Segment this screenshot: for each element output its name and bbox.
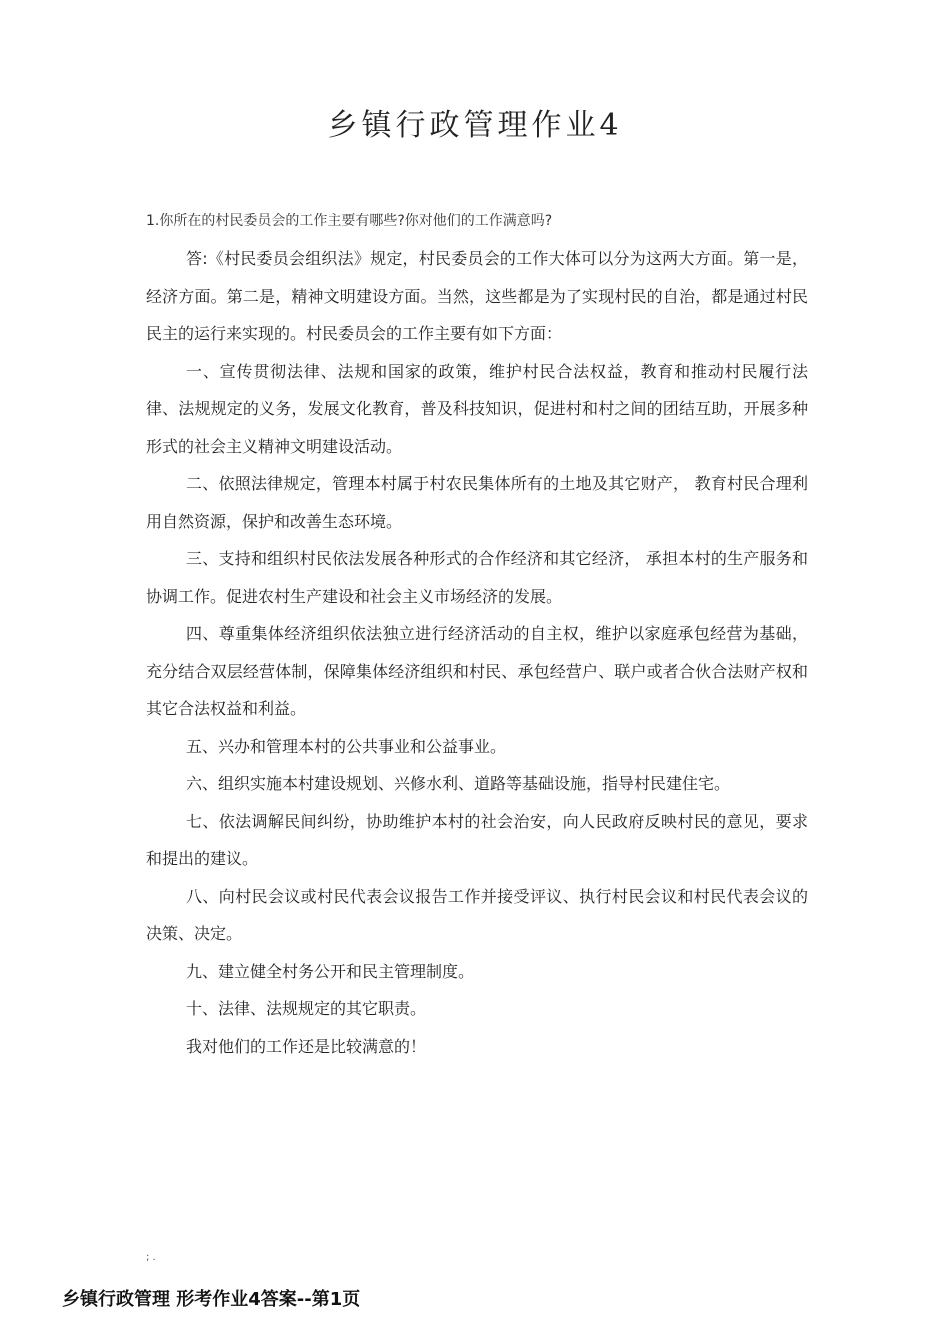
answer-paragraph-intro: 答:《村民委员会组织法》规定，村民委员会的工作大体可以分为这两大方面。第一是，经济方面。第二是，精神文明建设方面。当然，这些都是为了实现村民的自治，都是通过村民民主的运行来实现的。村民委员会的工作主要有如下方面： [146, 249, 808, 343]
question-text: 1.你所在的村民委员会的工作主要有哪些?你对他们的工作满意吗? [146, 213, 553, 229]
document-title: 乡镇行政管理作业4 [327, 108, 623, 143]
answer-paragraph-1: 一、宣传贯彻法律、法规和国家的政策，维护村民合法权益，教育和推动村民履行法律、法规规定的义务，发展文化教育，普及科技知识，促进村和村之间的团结互助，开展多种形式的社会主义精神文明建设活动。 [146, 361, 808, 456]
answer-paragraph-3: 三、支持和组织村民依法发展各种形式的合作经济和其它经济， 承担本村的生产服务和协调工作。促进农村生产建设和社会主义市场经济的发展。 [146, 549, 808, 606]
page-marker: ; . [146, 1252, 156, 1263]
answer-paragraph-8: 八、向村民会议或村民代表会议报告工作并接受评议、执行村民会议和村民代表会议的决策、决定。 [146, 886, 808, 943]
answer-conclusion: 我对他们的工作还是比较满意的！ [186, 1036, 427, 1056]
answer-paragraph-7: 七、依法调解民间纠纷，协助维护本村的社会治安，向人民政府反映村民的意见，要求和提出的建议。 [146, 811, 808, 868]
answer-paragraph-4: 四、尊重集体经济组织依法独立进行经济活动的自主权，维护以家庭承包经营为基础， 充分结合双层经营体制，保障集体经济组织和村民、承包经营户、联户或者合伙合法财产权和其它合法权益和利益。 [146, 624, 808, 718]
answer-paragraph-10: 十、法律、法规规定的其它职责。 [186, 999, 427, 1018]
page-footer: 乡镇行政管理 形考作业4答案--第1页 [62, 1289, 361, 1310]
answer-paragraph-9: 九、建立健全村务公开和民主管理制度。 [186, 961, 475, 981]
answer-paragraph-2: 二、依照法律规定，管理本村属于村农民集体所有的土地及其它财产， 教育村民合理利用自然资源，保护和改善生态环境。 [146, 474, 808, 531]
answer-paragraph-6: 六、组织实施本村建设规划、兴修水利、道路等基础设施，指导村民建住宅。 [186, 774, 731, 793]
answer-body [146, 240, 808, 1065]
answer-paragraph-5: 五、兴办和管理本村的公共事业和公益事业。 [186, 736, 507, 756]
